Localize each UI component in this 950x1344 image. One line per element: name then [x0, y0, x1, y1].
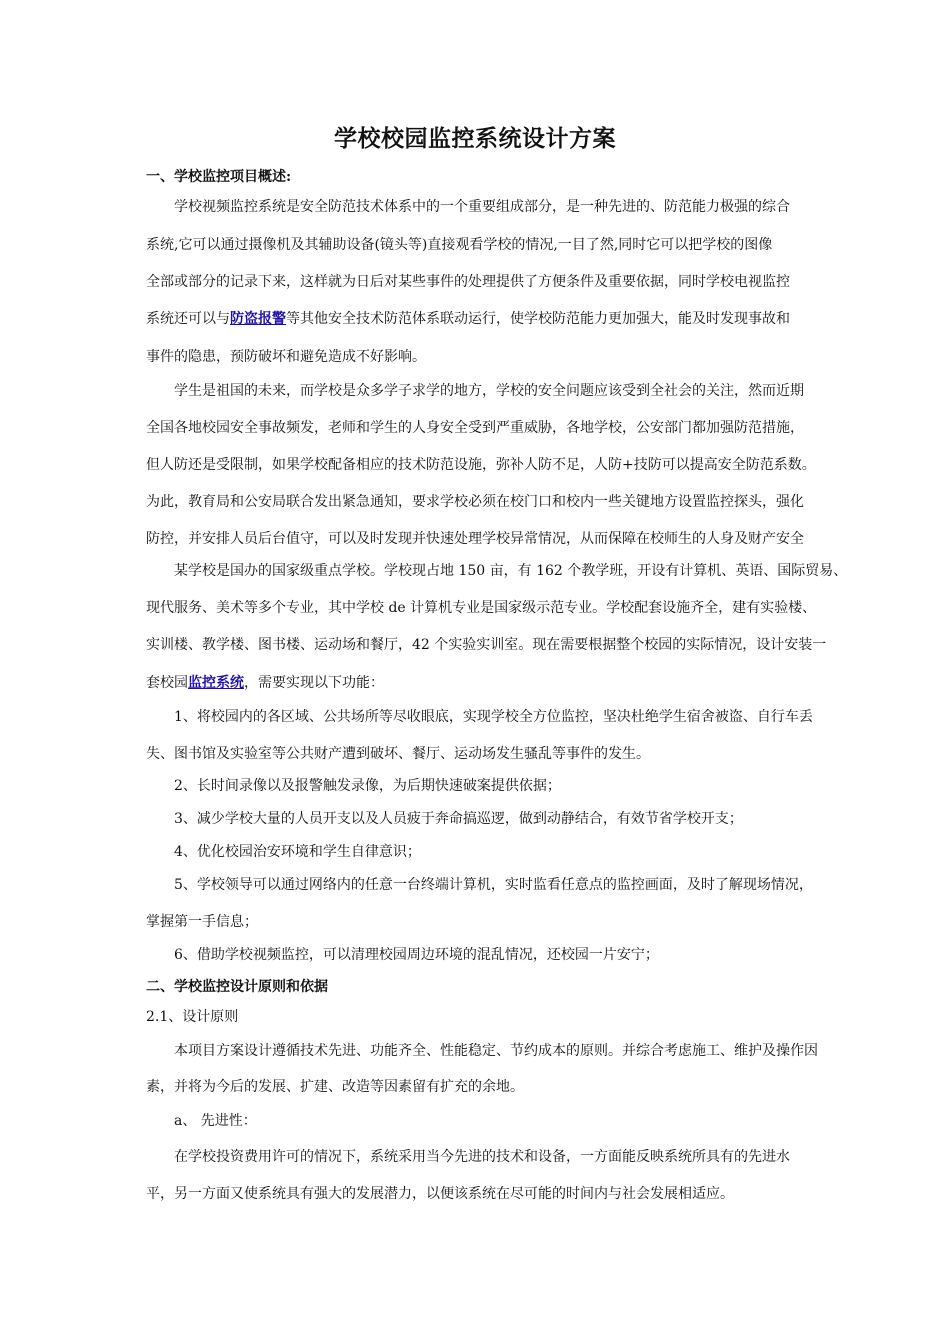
section-1-heading: 一、学校监控项目概述: — [146, 169, 292, 185]
text-line: 全国各地校园安全事故频发，老师和学生的人身安全受到严重威胁，各地学校，公安部门都加强防范措施， — [146, 420, 804, 436]
link-anti-theft-alarm[interactable]: 防盗报警 — [230, 311, 286, 327]
list-item: 1、将校园内的各区域、公共场所等尽收眼底，实现学校全方位监控，坚决杜绝学生宿舍被盗、自行车丢 — [174, 709, 813, 725]
text-line: 全部或部分的记录下来，这样就为日后对某些事件的处理提供了方便条件及重要依据，同时学校电视监控 — [146, 274, 790, 290]
text-line: 在学校投资费用许可的情况下，系统采用当今先进的技术和设备，一方面能反映系统所具有的先进水 — [174, 1149, 790, 1165]
text-line: 学校视频监控系统是安全防范技术体系中的一个重要组成部分，是一种先进的、防范能力极强的综合 — [174, 199, 790, 215]
subsection-2-1: 2.1、设计原则 — [146, 1009, 239, 1025]
text-run: 系统还可以与 — [146, 311, 230, 327]
list-item: 5、学校领导可以通过网络内的任意一台终端计算机，实时监看任意点的监控画面，及时了解现场情况， — [174, 877, 813, 893]
text-line: 平，另一方面又使系统具有强大的发展潜力，以便该系统在尽可能的时间内与社会发展相适应。 — [146, 1186, 734, 1202]
text-line: 防控，并安排人员后台值守，可以及时发现并快速处理学校异常情况，从而保障在校师生的人身及财产安全 — [146, 531, 804, 547]
list-item: 6、借助学校视频监控，可以清理校园周边环境的混乱情况，还校园一片安宁； — [174, 947, 659, 963]
text-run: ，需要实现以下功能： — [244, 675, 384, 691]
list-item: 2、长时间录像以及报警触发录像，为后期快速破案提供依据； — [174, 778, 561, 794]
list-item-continuation: 失、图书馆及实验室等公共财产遭到破坏、餐厅、运动场发生骚乱等事件的发生。 — [146, 746, 650, 762]
text-line — [146, 308, 790, 328]
list-item-continuation: 掌握第一手信息； — [146, 914, 258, 930]
text-line: 事件的隐患，预防破坏和避免造成不好影响。 — [146, 349, 426, 365]
text-line — [146, 672, 384, 692]
text-line: 学生是祖国的未来，而学校是众多学子求学的地方，学校的安全问题应该受到全社会的关注，然而近期 — [174, 383, 804, 399]
list-item: 4、优化校园治安环境和学生自律意识； — [174, 844, 421, 860]
text-line: 本项目方案设计遵循技术先进、功能齐全、性能稳定、节约成本的原则。并综合考虑施工、维护及操作因 — [174, 1043, 818, 1059]
text-run: 等其他安全技术防范体系联动运行，使学校防范能力更加强大，能及时发现事故和 — [286, 311, 790, 327]
text-run: 套校园 — [146, 675, 188, 691]
text-line: 现代服务、美术等多个专业，其中学校 de 计算机专业是国家级示范专业。学校配套设施齐全，建有实验楼、 — [146, 600, 817, 616]
text-line: 某学校是国办的国家级重点学校。学校现占地 150 亩，有 162 个教学班，开设有计算机、英语、国际贸易、 — [174, 563, 848, 579]
text-line: 系统,它可以通过摄像机及其辅助设备(镜头等)直接观看学校的情况,一目了然,同时它可以把学校的图像 — [146, 237, 773, 253]
text-line: 素，并将为今后的发展、扩建、改造等因素留有扩充的余地。 — [146, 1079, 524, 1095]
document-title: 学校校园监控系统设计方案 — [334, 125, 616, 152]
list-item: 3、减少学校大量的人员开支以及人员疲于奔命搞巡逻，做到动静结合，有效节省学校开支； — [174, 811, 743, 827]
section-2-heading: 二、学校监控设计原则和依据 — [146, 979, 328, 995]
subsection-a-advanced: a、 先进性： — [174, 1113, 257, 1129]
text-line: 为此，教育局和公安局联合发出紧急通知，要求学校必须在校门口和校内一些关键地方设置监控探头，强化 — [146, 494, 804, 510]
text-line: 但人防还是受限制，如果学校配备相应的技术防范设施，弥补人防不足，人防+技防可以提高安全防范系数。 — [146, 457, 816, 473]
text-line: 实训楼、教学楼、图书楼、运动场和餐厅，42 个实验实训室。现在需要根据整个校园的实际情况，设计安装一 — [146, 637, 827, 653]
link-monitoring-system[interactable]: 监控系统 — [188, 675, 244, 691]
